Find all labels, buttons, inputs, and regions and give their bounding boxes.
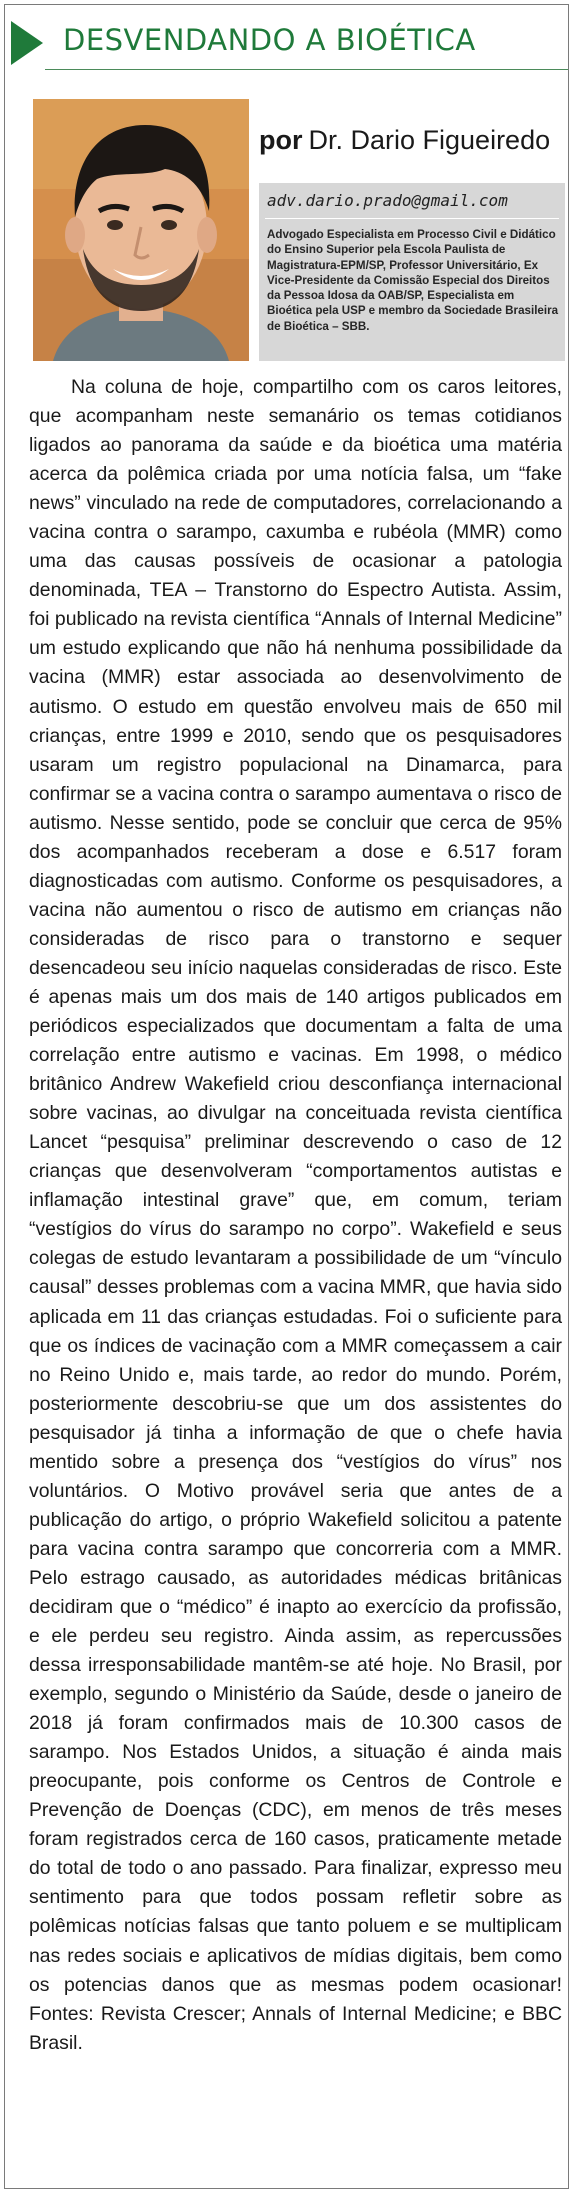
article-paragraph: Na coluna de hoje, compartilho com os caros leitores, que acompanham neste semanário os temas cotidianos ligados ao panorama da saúde e da bioética uma matéria acerca da polêmica criada por uma notícia falsa, um “fake news” vinculado na rede de computadores, correlacionando a vacina contra o sarampo, caxumba e rubéola (MMR) como uma das causas possíveis de ocasionar a patologia denominada, TEA – Transtorno do Espectro Autista. Assim, foi publicado na revista científica “Annals of Internal Medicine” um estudo explicando que não há nenhuma possibilidade da vacina (MMR) estar associada ao desenvolvimento de autismo. O estudo em questão envolveu mais de 650 mil crianças, entre 1999 e 2010, sendo que os pesquisadores usaram um registro populacional na Dinamarca, para confirmar se a vacina contra o sarampo aumentava o risco de autismo. Nesse sentido, pode se concluir que cerca de 95% dos acompanhados receberam a dose e 6.517 foram diagnosticadas com autismo. Conforme os pesquisadores, a vacina não aumentou o risco de autismo em crianças não consideradas de risco para o transtorno e sequer desencadeou seu início naquelas consideradas de risco. Este é apenas mais um dos mais de 140 artigos publicados em periódicos especializados que documentam a falta de uma correlação entre autismo e vacinas. Em 1998, o médico britânico Andrew Wakefield criou desconfiança internacional sobre vacinas, ao divulgar na conceituada revista científica Lancet “pesquisa” preliminar descrevendo o caso de 12 crianças que desenvolveram “comportamentos autistas e inflamação intestinal grave” que, em comum, teriam “vestígios do vírus do sarampo no corpo”. Wakefield e seus colegas de estudo levantaram a possibilidade de um “vínculo causal” desses problemas com a vacina MMR, que havia sido aplicada em 11 das crianças estudadas. Foi o suficiente para que os índices de vacinação com a MMR começassem a cair no Reino Unido e, mais tarde, ao redor do mundo. Porém, posteriormente descobriu-se que um dos assistentes do pesquisador já tinha a informação de que o chefe havia mentido sobre a presença dos “vestígios do vírus” nos voluntários. O Motivo provável seria que antes de a publicação do artigo, o próprio Wakefield solicitou a patente para vacina contra sarampo que concorreria com a MMR. Pelo estrago causado, as autoridades médicas britânicas decidiram que o “médico” é inapto ao exercício da profissão, e ele perdeu seu registro. Ainda assim, as repercussões dessa irresponsabilidade mantêm-se até hoje. No Brasil, por exemplo, segundo o Ministério da Saúde, desde o janeiro de 2018 já foram confirmados mais de 10.300 casos de sarampo. Nos Estados Unidos, a situação é ainda mais preocupante, pois conforme os Centros de Controle e Prevenção de Doenças (CDC), em menos de três meses foram registrados cerca de 160 casos, praticamente metade do total de todo o ano passado. Para finalizar, expresso meu sentimento para que todos possam refletir sobre as polêmicas notícias falsas que tanto poluem e se multiplicam nas redes sociais e aplicativos de mídias digitais, bem como os potencias danos que as mesmas podem ocasionar! Fontes: Revista Crescer; Annals of Internal Medicine; e BBC Brasil. — [29, 376, 562, 2054]
portrait-illustration — [33, 99, 249, 361]
author-byline — [259, 125, 550, 156]
byline-prefix: por — [259, 125, 303, 155]
column-title: DESVENDANDO A BIOÉTICA — [63, 23, 476, 57]
article-body — [29, 373, 562, 2058]
column-frame — [4, 4, 569, 2189]
author-bio-box — [259, 183, 565, 361]
author-name: Dr. Dario Figueiredo — [308, 125, 551, 155]
author-email: adv.dario.prado@gmail.com — [267, 191, 508, 210]
author-bio: Advogado Especialista em Processo Civil e Didático do Ensino Superior pela Escola Paulista de Magistratura-EPM/SP, Professor Universitário, Ex Vice-Presidente da Comissão Especial dos Direitos da Pessoa Idosa da OAB/SP, Especialista em Bioética pela USP e membro da Sociedade Brasileira de Bioética – SBB. — [267, 228, 559, 333]
column-header — [5, 13, 568, 69]
bio-divider — [265, 218, 559, 219]
triangle-arrow-icon — [11, 21, 43, 65]
author-photo — [33, 99, 249, 361]
header-divider — [45, 69, 568, 70]
